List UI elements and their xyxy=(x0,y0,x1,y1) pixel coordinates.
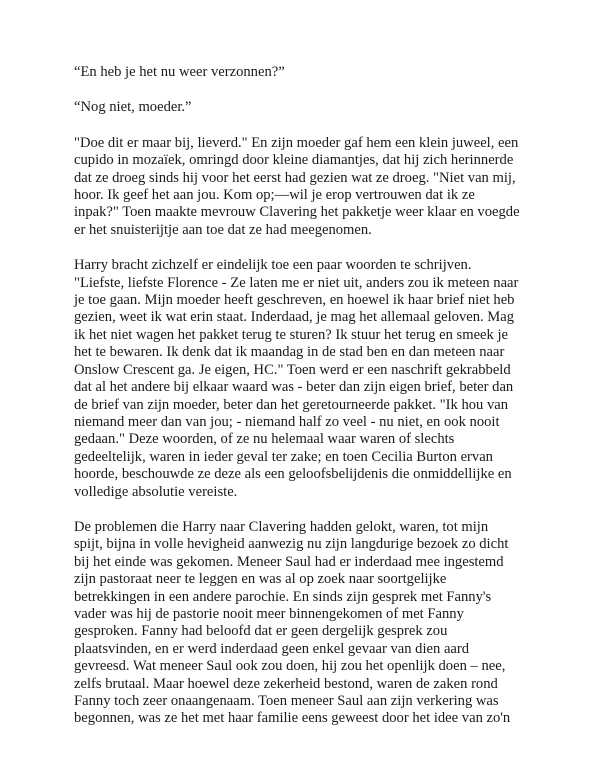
text-line: "Liefste, liefste Florence - Ze laten me er niet uit, anders zou ik meteen naar xyxy=(74,274,519,291)
text-line: volledige absolutie vereiste. xyxy=(74,483,238,500)
body-text xyxy=(74,64,544,746)
paragraph-2 xyxy=(74,99,544,116)
text-line: Onslow Crescent ga. Je eigen, HC." Toen werd er een naschrift gekrabbeld xyxy=(74,361,511,378)
text-line: ik het niet wagen het pakket terug te sturen? Ik stuur het terug en smeek je xyxy=(74,326,509,343)
text-line: “Nog niet, moeder.” xyxy=(74,99,192,116)
paragraph-4 xyxy=(74,257,544,501)
text-line: De problemen die Harry naar Clavering hadden gelokt, waren, tot mijn xyxy=(74,518,489,535)
text-line: je toe gaan. Mijn moeder heeft geschreven, en hoewel ik haar brief niet heb xyxy=(74,292,515,309)
text-line: vader was hij de pastorie nooit meer binnengekomen of met Fanny xyxy=(74,605,464,622)
text-line: gezien, weet ik wat erin staat. Inderdaad, je mag het allemaal geloven. Mag xyxy=(74,309,515,326)
text-line: gedeeltelijk, waren in ieder geval ter zake; en toen Cecilia Burton ervan xyxy=(74,448,493,465)
text-line: Harry bracht zichzelf er eindelijk toe een paar woorden te schrijven. xyxy=(74,257,472,274)
text-line: gesproken. Fanny had beloofd dat er geen dergelijk gesprek zou xyxy=(74,623,448,640)
text-line: zijn pastoraat neer te leggen en was al op zoek naar soortgelijke xyxy=(74,571,447,588)
paragraph-5 xyxy=(74,519,544,728)
text-line: begonnen, was ze het met haar familie eens geweest door het idee van zo'n xyxy=(74,710,511,727)
text-line: gevreesd. Wat meneer Saul ook zou doen, hij zou het openlijk doen – nee, xyxy=(74,658,506,675)
text-line: "Doe dit er maar bij, lieverd." En zijn moeder gaf hem een klein juweel, een xyxy=(74,134,519,151)
text-line: hoor. Ik geef het aan jou. Kom op;—wil je erop vertrouwen dat ik ze xyxy=(74,187,475,204)
text-line: “En heb je het nu weer verzonnen?” xyxy=(74,64,285,80)
text-line: het te bewaren. Ik denk dat ik maandag in de stad ben en dan meteen naar xyxy=(74,344,505,361)
paragraph-1 xyxy=(74,64,544,81)
text-line: plaatsvinden, en er werd inderdaad geen enkel gevaar van dien aard xyxy=(74,640,470,657)
text-line: Fanny toch zeer onaangenaam. Toen meneer Saul aan zijn verkering was xyxy=(74,693,499,709)
text-line: de brief van zijn moeder, beter dan het geretourneerde pakket. "Ik hou van xyxy=(74,396,509,413)
text-line: niemand meer dan van jou; - niemand half zo veel - nu niet, en ook nooit xyxy=(74,413,500,430)
text-line: betrekkingen in een andere parochie. En sinds zijn gesprek met Fanny's xyxy=(74,588,492,605)
text-line: spijt, bijna in volle hevigheid aanwezig nu zijn langdurige bezoek zo dicht xyxy=(74,536,509,553)
text-line: dat ze droeg sinds hij voor het eerst had gezien wat ze droeg. "Niet van mij, xyxy=(74,169,516,186)
text-line: zelfs brutaal. Maar hoewel deze zekerheid bestond, waren de zaken rond xyxy=(74,675,498,692)
paragraph-3 xyxy=(74,135,544,239)
text-line: inpak?" Toen maakte mevrouw Clavering het pakketje weer klaar en voegde xyxy=(74,204,520,221)
text-line: bij het einde was gekomen. Meneer Saul had er inderdaad mee ingestemd xyxy=(74,553,504,570)
text-line: gedaan." Deze woorden, of ze nu helemaal waar waren of slechts xyxy=(74,431,455,448)
text-line: hoorde, beschouwde ze deze als een geloofsbelijdenis die onmiddellijke en xyxy=(74,466,512,483)
text-line: dat al het andere bij elkaar waard was - beter dan zijn eigen brief, beter dan xyxy=(74,379,514,396)
text-line: cupido in mozaïek, omringd door kleine diamantjes, dat hij zich herinnerde xyxy=(74,152,514,169)
text-line: er het snuisterijtje aan toe dat ze had meegenomen. xyxy=(74,221,372,238)
